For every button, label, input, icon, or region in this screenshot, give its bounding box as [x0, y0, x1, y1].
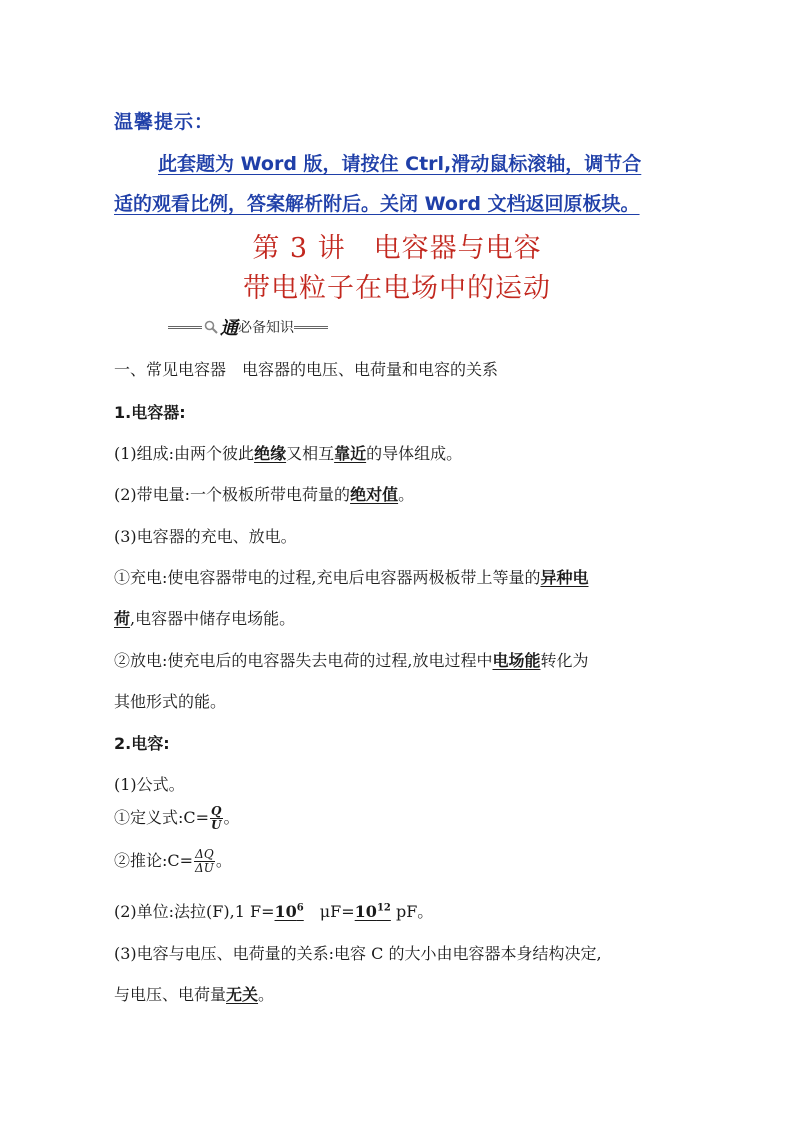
fraction-denominator: ΔU [195, 861, 214, 875]
fraction [210, 805, 222, 832]
discharging-line-2: 其他形式的能。 [114, 692, 227, 711]
lesson-subtitle: 带电粒子在电场中的运动 [243, 273, 551, 304]
text-segment: (2)带电量:一个极板所带电荷量的 [114, 485, 351, 504]
text-segment: 。 [258, 985, 275, 1004]
answer-blank: 绝缘 [254, 444, 287, 463]
relation-line-2 [114, 982, 274, 1005]
answer-exponent: 12 [376, 902, 391, 914]
charging-line-2 [114, 606, 295, 629]
answer-blank: 无关 [226, 985, 259, 1004]
answer-exponent: 6 [296, 902, 304, 914]
inference-formula [114, 848, 232, 875]
banner-seal-icon: 通 [220, 318, 238, 339]
text-segment: 又相互 [286, 444, 335, 463]
unit-line [114, 899, 433, 922]
banner-label: 必备知识 [238, 320, 294, 336]
text-segment: ①充电:使电容器带电的过程,充电后电容器两极板带上等量的 [114, 568, 541, 587]
text-segment: ①定义式:C= [114, 808, 210, 827]
text-segment: 。 [223, 808, 240, 827]
answer-base: 10 [274, 902, 297, 921]
answer-blank: 荷 [114, 609, 131, 628]
fraction-denominator: U [211, 818, 222, 832]
text-segment: 转化为 [540, 651, 589, 670]
section-banner [168, 314, 328, 340]
text-segment: pF。 [390, 902, 434, 921]
definition-formula [114, 805, 240, 832]
text-segment: ②推论:C= [114, 851, 194, 870]
text-segment: (2)单位:法拉(F),1 F= [114, 902, 275, 921]
text-segment: 与电压、电荷量 [114, 985, 227, 1004]
charging-line-1 [114, 565, 589, 588]
item1-heading: 1.电容器: [114, 403, 186, 422]
fraction [194, 848, 215, 875]
item2-heading: 2.电容: [114, 734, 170, 753]
answer-blank: 电场能 [492, 651, 541, 670]
charge-amount-line [114, 482, 414, 505]
text-segment: (1)组成:由两个彼此 [114, 444, 255, 463]
text-segment: μF= [303, 902, 355, 921]
text-segment: ,电容器中储存电场能。 [130, 609, 296, 628]
relation-line-1: (3)电容与电压、电荷量的关系:电容 C 的大小由电容器本身结构决定, [114, 944, 602, 963]
answer-base: 10 [354, 902, 377, 921]
banner-rule-left [168, 326, 202, 329]
answer-blank: 绝对值 [350, 485, 399, 504]
tip-line-2[interactable]: 适的观看比例，答案解析附后。关闭 Word 文档返回原板块。 [114, 193, 640, 215]
lesson-title: 第 3 讲 电容器与电容 [252, 233, 542, 264]
answer-blank [355, 902, 391, 921]
banner-rule-right [294, 326, 328, 329]
text-segment: 的导体组成。 [366, 444, 463, 463]
text-segment: ②放电:使充电后的电容器失去电荷的过程,放电过程中 [114, 651, 493, 670]
tip-title: 温馨提示： [114, 111, 215, 133]
charge-discharge-line: (3)电容器的充电、放电。 [114, 527, 297, 546]
answer-blank: 异种电 [540, 568, 589, 587]
fraction-numerator: Q [211, 804, 222, 818]
answer-blank [275, 902, 304, 921]
fraction-numerator: ΔQ [195, 847, 214, 861]
text-segment: 。 [398, 485, 415, 504]
composition-line [114, 441, 462, 464]
text-segment: 。 [215, 851, 232, 870]
section-heading: 一、常见电容器 电容器的电压、电荷量和电容的关系 [114, 360, 499, 379]
discharging-line-1 [114, 648, 589, 671]
tip-line-1[interactable]: 此套题为 Word 版，请按住 Ctrl,滑动鼠标滚轴，调节合 [158, 153, 642, 175]
answer-blank: 靠近 [334, 444, 367, 463]
formula-heading: (1)公式。 [114, 775, 185, 794]
magnifier-icon [204, 320, 218, 334]
